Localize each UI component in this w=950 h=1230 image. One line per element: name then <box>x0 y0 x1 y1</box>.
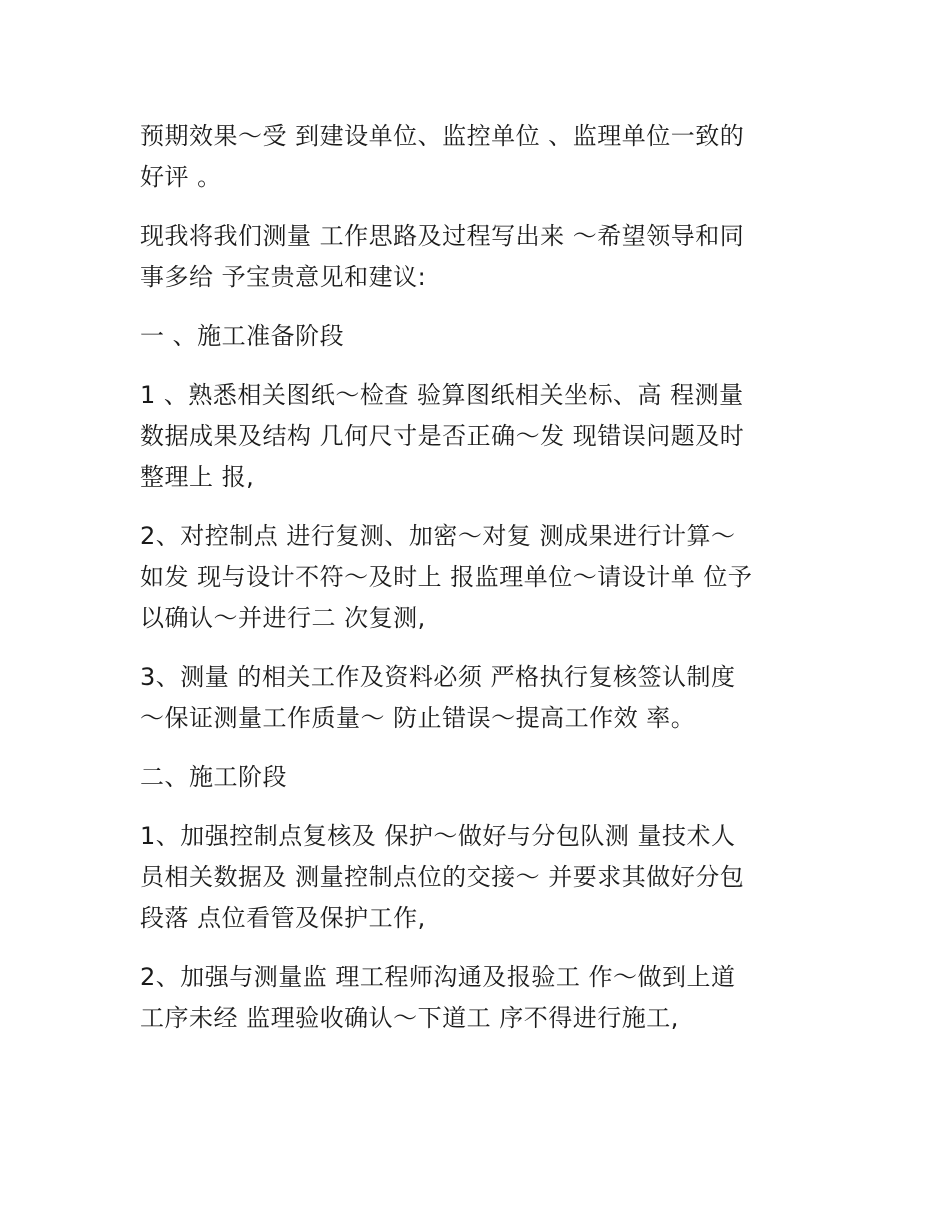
list-item-prep-1: 1 、熟悉相关图纸～检查 验算图纸相关坐标、高 程测量 数据成果及结构 几何尺寸是否正确～发 现错误问题及时 整理上 报, <box>140 381 745 491</box>
list-item-prep-2: 2、对控制点 进行复测、加密～对复 测成果进行计算～ 如发 现与设计不符～及时上 报监理单位～请设计单 位予 以确认～并进行二 次复测, <box>140 522 753 632</box>
list-item-construction-1: 1、加强控制点复核及 保护～做好与分包队测 量技术人 员相关数据及 测量控制点位的交接～ 并要求其做好分包 段落 点位看管及保护工作, <box>140 822 745 932</box>
paragraph-intro-result: 预期效果～受 到建设单位、监控单位 、监理单位一致的 好评 。 <box>140 122 745 191</box>
list-item-prep-3: 3、测量 的相关工作及资料必须 严格执行复核签认制度 ～保证测量工作质量～ 防止错误～提高工作效 率。 <box>140 663 736 732</box>
document-body <box>140 116 810 1057</box>
list-item-construction-2: 2、加强与测量监 理工程师沟通及报验工 作～做到上道 工序未经 监理验收确认～下道工 序不得进行施工, <box>140 963 736 1032</box>
section-heading-preparation: 一 、施工准备阶段 <box>140 322 345 350</box>
paragraph-intro-request: 现我将我们测量 工作思路及过程写出来 ～希望领导和同 事多给 予宝贵意见和建议: <box>140 222 745 291</box>
section-heading-construction: 二、施工阶段 <box>140 763 287 791</box>
